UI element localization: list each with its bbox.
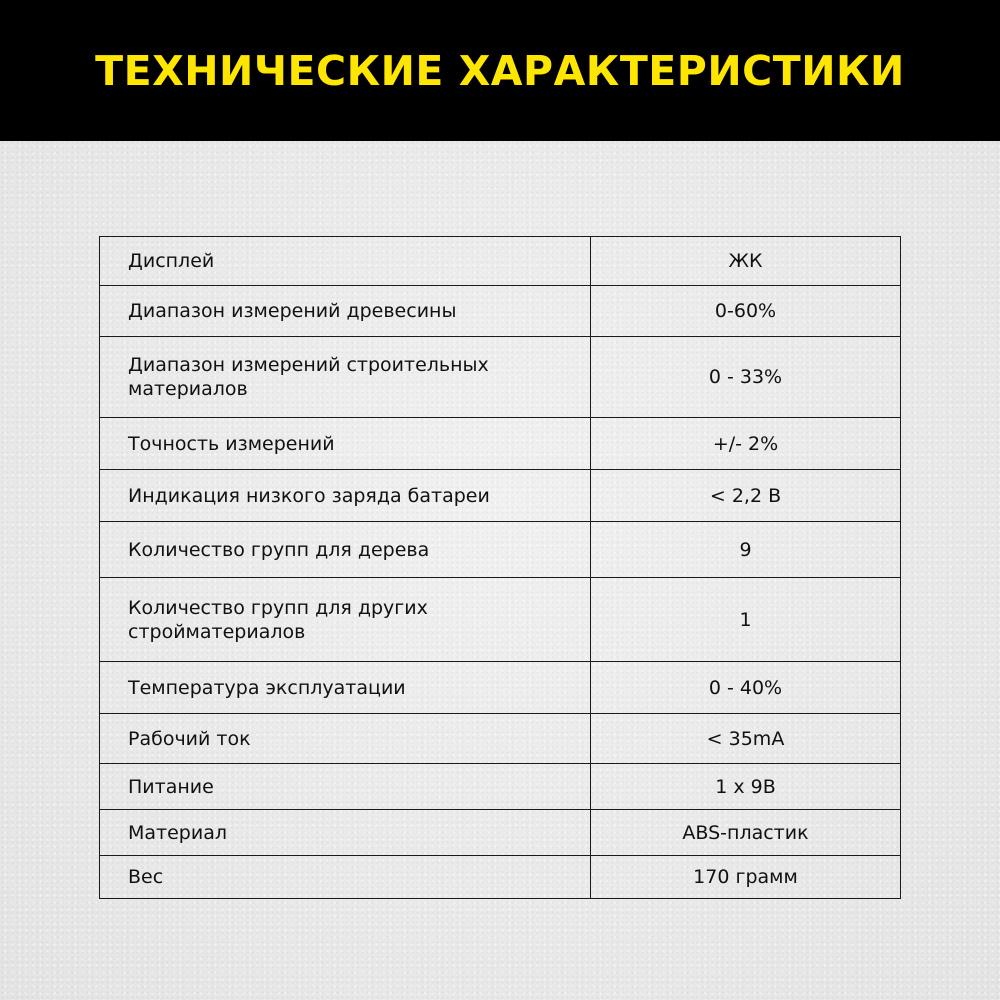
spec-value: < 2,2 В [591,470,901,522]
table-row [100,418,901,470]
header-banner [0,0,1000,141]
table-row [100,286,901,337]
spec-value: 1 x 9В [591,764,901,810]
page-title: ТЕХНИЧЕСКИЕ ХАРАКТЕРИСТИКИ [95,46,905,95]
specs-table [99,236,901,899]
spec-value: < 35mA [591,714,901,764]
spec-name: Дисплей [100,237,591,286]
table-row [100,810,901,856]
spec-value: +/- 2% [591,418,901,470]
spec-name: Рабочий ток [100,714,591,764]
spec-value: 0-60% [591,286,901,337]
spec-name: Материал [100,810,591,856]
table-row [100,856,901,899]
spec-name: Температура эксплуатации [100,662,591,714]
table-row [100,662,901,714]
table-row [100,764,901,810]
spec-value: 9 [591,522,901,578]
table-row [100,714,901,764]
spec-name: Диапазон измерений древесины [100,286,591,337]
spec-name: Питание [100,764,591,810]
spec-name: Количество групп для дерева [100,522,591,578]
spec-name: Диапазон измерений строительных материалов [100,337,591,418]
spec-name: Вес [100,856,591,899]
table-row [100,337,901,418]
table-row [100,237,901,286]
spec-name: Количество групп для других стройматериалов [100,578,591,662]
spec-value: 0 - 33% [591,337,901,418]
spec-value: ABS-пластик [591,810,901,856]
table-row [100,522,901,578]
spec-value: ЖК [591,237,901,286]
table-row [100,578,901,662]
spec-value: 0 - 40% [591,662,901,714]
spec-name: Точность измерений [100,418,591,470]
spec-name: Индикация низкого заряда батареи [100,470,591,522]
spec-value: 1 [591,578,901,662]
table-row [100,470,901,522]
spec-value: 170 грамм [591,856,901,899]
